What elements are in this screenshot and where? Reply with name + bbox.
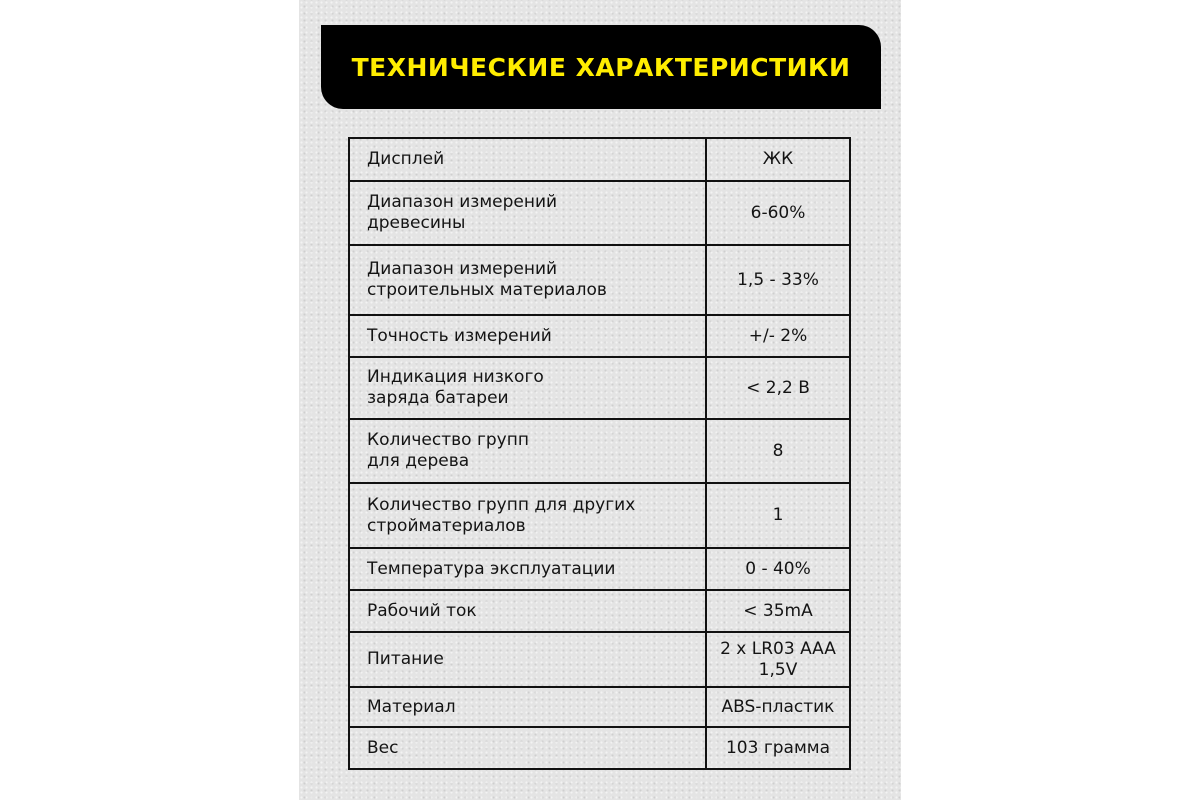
spec-value: +/- 2% xyxy=(706,315,850,357)
spec-label: Рабочий ток xyxy=(349,590,706,632)
table-row xyxy=(349,590,850,632)
table-row xyxy=(349,727,850,769)
table-row xyxy=(349,419,850,483)
page-title: ТЕХНИЧЕСКИЕ ХАРАКТЕРИСТИКИ xyxy=(351,52,851,82)
spec-label: Вес xyxy=(349,727,706,769)
spec-value: 0 - 40% xyxy=(706,548,850,590)
spec-value: < 2,2 В xyxy=(706,357,850,419)
table-row xyxy=(349,548,850,590)
table-row xyxy=(349,138,850,181)
spec-label: Количество групп для других стройматериалов xyxy=(349,483,706,548)
spec-value: 1,5 - 33% xyxy=(706,245,850,315)
title-banner xyxy=(321,25,881,109)
spec-label: Количество групп для дерева xyxy=(349,419,706,483)
spec-label: Диапазон измерений строительных материалов xyxy=(349,245,706,315)
spec-label: Температура эксплуатации xyxy=(349,548,706,590)
spec-value: 1 xyxy=(706,483,850,548)
spec-label: Дисплей xyxy=(349,138,706,181)
spec-label: Питание xyxy=(349,632,706,687)
spec-value: 6-60% xyxy=(706,181,850,245)
specs-table xyxy=(348,137,851,770)
spec-label: Точность измерений xyxy=(349,315,706,357)
table-row xyxy=(349,483,850,548)
spec-label: Материал xyxy=(349,687,706,727)
spec-value: 103 грамма xyxy=(706,727,850,769)
table-row xyxy=(349,632,850,687)
spec-value: ЖК xyxy=(706,138,850,181)
table-row xyxy=(349,357,850,419)
spec-value: ABS-пластик xyxy=(706,687,850,727)
table-row xyxy=(349,181,850,245)
spec-value: < 35mA xyxy=(706,590,850,632)
table-row xyxy=(349,315,850,357)
table-row xyxy=(349,245,850,315)
spec-value: 8 xyxy=(706,419,850,483)
spec-label: Диапазон измерений древесины xyxy=(349,181,706,245)
spec-label: Индикация низкого заряда батареи xyxy=(349,357,706,419)
spec-value: 2 x LR03 AAA 1,5V xyxy=(706,632,850,687)
table-row xyxy=(349,687,850,727)
